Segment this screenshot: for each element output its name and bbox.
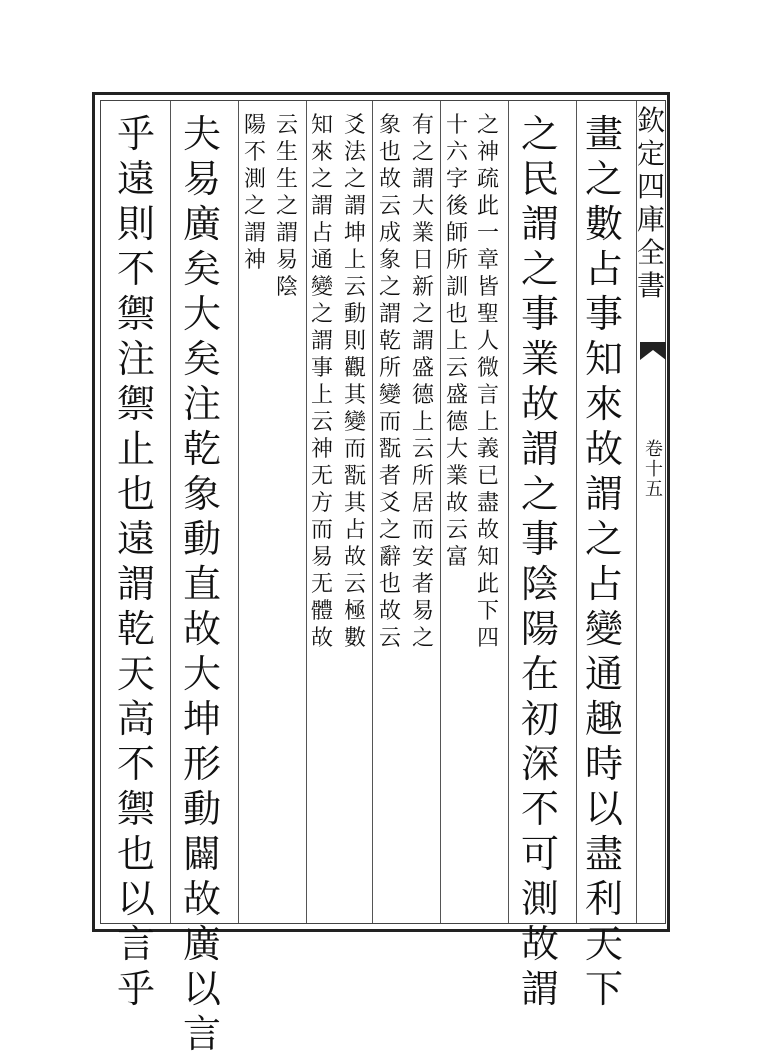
glyph: 形 — [182, 742, 221, 786]
glyph: 謂 — [343, 194, 366, 219]
glyph: 變 — [310, 275, 333, 300]
glyph: 故 — [378, 599, 401, 624]
glyph: 云 — [310, 410, 333, 435]
glyph: 翫 — [378, 437, 401, 462]
glyph: 之 — [310, 302, 333, 327]
glyph: 新 — [411, 275, 434, 300]
glyph: 翫 — [343, 464, 366, 489]
glyph: 占 — [310, 221, 333, 246]
glyph: 義 — [476, 437, 499, 462]
commentary-column — [473, 112, 503, 918]
glyph: 大 — [182, 652, 221, 696]
glyph: 廣 — [182, 202, 221, 246]
glyph: 云 — [378, 194, 401, 219]
glyph: 高 — [116, 697, 155, 741]
glyph: 注 — [116, 337, 155, 381]
glyph: 之 — [411, 140, 434, 165]
glyph: 而 — [343, 437, 366, 462]
glyph: 象 — [182, 472, 221, 516]
glyph: 極 — [343, 599, 366, 624]
glyph: 不 — [243, 140, 266, 165]
glyph: 事 — [520, 517, 559, 561]
glyph: 乾 — [116, 607, 155, 651]
glyph: 安 — [411, 545, 434, 570]
text-column — [582, 112, 626, 1011]
glyph: 无 — [310, 464, 333, 489]
glyph: 知 — [584, 337, 623, 381]
glyph: 業 — [445, 464, 468, 489]
glyph: 神 — [243, 248, 266, 273]
glyph: 皆 — [476, 275, 499, 300]
glyph: 其 — [343, 491, 366, 516]
glyph: 民 — [520, 157, 559, 201]
glyph: 下 — [476, 599, 499, 624]
glyph: 之 — [520, 247, 559, 291]
glyph: 動 — [182, 787, 221, 831]
glyph: 變 — [343, 410, 366, 435]
glyph: 之 — [378, 275, 401, 300]
glyph: 富 — [445, 545, 468, 570]
glyph: 所 — [445, 248, 468, 273]
glyph: 之 — [411, 626, 434, 651]
juan-number — [643, 440, 665, 500]
glyph: 趣 — [584, 697, 623, 741]
glyph: 故 — [476, 518, 499, 543]
glyph: 十 — [445, 113, 468, 138]
glyph: 一 — [476, 221, 499, 246]
glyph: 矣 — [182, 247, 221, 291]
glyph: 遠 — [116, 517, 155, 561]
glyph: 庫 — [636, 203, 665, 236]
glyph: 事 — [310, 356, 333, 381]
glyph: 畫 — [584, 112, 623, 156]
glyph: 變 — [378, 383, 401, 408]
glyph: 之 — [378, 518, 401, 543]
glyph: 之 — [520, 472, 559, 516]
glyph: 神 — [310, 437, 333, 462]
glyph: 遠 — [116, 157, 155, 201]
glyph: 以 — [584, 787, 623, 831]
glyph: 四 — [636, 170, 665, 203]
glyph: 利 — [584, 877, 623, 921]
glyph: 初 — [520, 697, 559, 741]
glyph: 乾 — [182, 427, 221, 471]
glyph: 日 — [411, 248, 434, 273]
glyph: 天 — [584, 922, 623, 966]
glyph: 則 — [116, 202, 155, 246]
glyph: 數 — [343, 626, 366, 651]
glyph: 數 — [584, 202, 623, 246]
glyph: 辭 — [378, 545, 401, 570]
glyph: 後 — [445, 194, 468, 219]
glyph: 上 — [343, 248, 366, 273]
glyph: 盡 — [476, 491, 499, 516]
glyph: 禦 — [116, 292, 155, 336]
glyph: 坤 — [182, 697, 221, 741]
glyph: 上 — [411, 410, 434, 435]
glyph: 而 — [411, 518, 434, 543]
glyph: 德 — [411, 383, 434, 408]
glyph: 无 — [310, 572, 333, 597]
glyph: 象 — [378, 113, 401, 138]
glyph: 矣 — [182, 337, 221, 381]
glyph: 知 — [310, 113, 333, 138]
glyph: 知 — [476, 545, 499, 570]
glyph: 盛 — [411, 356, 434, 381]
glyph: 闢 — [182, 832, 221, 876]
glyph: 欽 — [636, 104, 665, 137]
glyph: 之 — [520, 112, 559, 156]
glyph: 云 — [378, 626, 401, 651]
glyph: 所 — [378, 356, 401, 381]
glyph: 謂 — [520, 202, 559, 246]
glyph: 測 — [243, 167, 266, 192]
book-title — [636, 104, 666, 302]
glyph: 爻 — [378, 491, 401, 516]
glyph: 以 — [116, 877, 155, 921]
glyph: 陽 — [243, 113, 266, 138]
glyph: 德 — [445, 410, 468, 435]
glyph: 十 — [645, 459, 663, 480]
glyph: 禦 — [116, 787, 155, 831]
glyph: 訓 — [445, 275, 468, 300]
glyph: 云 — [343, 572, 366, 597]
glyph: 謂 — [411, 167, 434, 192]
glyph: 則 — [343, 329, 366, 354]
glyph: 通 — [310, 248, 333, 273]
glyph: 此 — [476, 572, 499, 597]
glyph: 變 — [584, 607, 623, 651]
glyph: 居 — [411, 491, 434, 516]
glyph: 之 — [343, 167, 366, 192]
glyph: 夫 — [182, 112, 221, 156]
glyph: 之 — [275, 194, 298, 219]
glyph: 深 — [520, 742, 559, 786]
glyph: 成 — [378, 221, 401, 246]
glyph: 云 — [445, 356, 468, 381]
glyph: 之 — [243, 194, 266, 219]
glyph: 觀 — [343, 356, 366, 381]
glyph: 易 — [182, 157, 221, 201]
column-rule — [170, 101, 171, 923]
glyph: 也 — [378, 572, 401, 597]
glyph: 事 — [584, 292, 623, 336]
glyph: 言 — [182, 1012, 221, 1056]
glyph: 言 — [116, 922, 155, 966]
glyph: 云 — [275, 113, 298, 138]
glyph: 故 — [182, 877, 221, 921]
glyph: 爻 — [343, 113, 366, 138]
glyph: 神 — [476, 140, 499, 165]
glyph: 禦 — [116, 382, 155, 426]
glyph: 直 — [182, 562, 221, 606]
glyph: 此 — [476, 194, 499, 219]
glyph: 盡 — [584, 832, 623, 876]
glyph: 來 — [310, 140, 333, 165]
glyph: 占 — [584, 247, 623, 291]
glyph: 謂 — [584, 472, 623, 516]
glyph: 謂 — [243, 221, 266, 246]
column-rule — [576, 101, 577, 923]
glyph: 止 — [116, 427, 155, 471]
glyph: 不 — [116, 247, 155, 291]
glyph: 占 — [343, 518, 366, 543]
glyph: 大 — [411, 194, 434, 219]
glyph: 占 — [584, 562, 623, 606]
glyph: 之 — [310, 167, 333, 192]
commentary-column — [408, 112, 438, 918]
glyph: 廣 — [182, 922, 221, 966]
glyph: 注 — [182, 382, 221, 426]
glyph: 上 — [476, 410, 499, 435]
glyph: 法 — [343, 140, 366, 165]
glyph: 測 — [520, 877, 559, 921]
glyph: 云 — [445, 518, 468, 543]
glyph: 象 — [378, 248, 401, 273]
glyph: 陰 — [520, 562, 559, 606]
fishtail-mark-icon — [640, 342, 666, 368]
glyph: 業 — [520, 337, 559, 381]
glyph: 也 — [445, 302, 468, 327]
commentary-column — [272, 112, 302, 918]
glyph: 者 — [378, 464, 401, 489]
glyph: 全 — [636, 236, 665, 269]
glyph: 通 — [584, 652, 623, 696]
glyph: 定 — [636, 137, 665, 170]
glyph: 云 — [411, 437, 434, 462]
glyph: 陰 — [275, 275, 298, 300]
glyph: 故 — [584, 427, 623, 471]
glyph: 者 — [411, 572, 434, 597]
glyph: 謂 — [411, 329, 434, 354]
text-column — [114, 112, 158, 1011]
glyph: 故 — [378, 167, 401, 192]
column-rule — [440, 101, 441, 923]
glyph: 上 — [310, 383, 333, 408]
column-rule — [372, 101, 373, 923]
glyph: 而 — [378, 410, 401, 435]
glyph: 六 — [445, 140, 468, 165]
glyph: 謂 — [520, 967, 559, 1011]
glyph: 生 — [275, 140, 298, 165]
glyph: 謂 — [310, 329, 333, 354]
glyph: 易 — [411, 599, 434, 624]
glyph: 謂 — [275, 221, 298, 246]
glyph: 坤 — [343, 221, 366, 246]
glyph: 故 — [182, 607, 221, 651]
glyph: 乎 — [116, 967, 155, 1011]
commentary-column — [340, 112, 370, 918]
glyph: 而 — [310, 518, 333, 543]
glyph: 師 — [445, 221, 468, 246]
glyph: 故 — [343, 545, 366, 570]
commentary-column — [307, 112, 337, 918]
column-rule — [238, 101, 239, 923]
glyph: 所 — [411, 464, 434, 489]
glyph: 疏 — [476, 167, 499, 192]
text-column — [518, 112, 562, 1011]
glyph: 微 — [476, 356, 499, 381]
glyph: 方 — [310, 491, 333, 516]
glyph: 有 — [411, 113, 434, 138]
glyph: 之 — [476, 113, 499, 138]
glyph: 不 — [520, 787, 559, 831]
commentary-column — [375, 112, 405, 918]
glyph: 陽 — [520, 607, 559, 651]
glyph: 動 — [182, 517, 221, 561]
glyph: 也 — [378, 140, 401, 165]
glyph: 業 — [411, 221, 434, 246]
glyph: 之 — [584, 157, 623, 201]
glyph: 以 — [182, 967, 221, 1011]
glyph: 可 — [520, 832, 559, 876]
glyph: 謂 — [116, 562, 155, 606]
glyph: 已 — [476, 464, 499, 489]
glyph: 四 — [476, 626, 499, 651]
glyph: 易 — [310, 545, 333, 570]
glyph: 上 — [445, 329, 468, 354]
glyph: 故 — [445, 491, 468, 516]
glyph: 謂 — [378, 302, 401, 327]
glyph: 故 — [310, 626, 333, 651]
glyph: 聖 — [476, 302, 499, 327]
glyph: 之 — [411, 302, 434, 327]
glyph: 章 — [476, 248, 499, 273]
glyph: 也 — [116, 832, 155, 876]
commentary-column — [442, 112, 472, 918]
glyph: 言 — [476, 383, 499, 408]
glyph: 之 — [584, 517, 623, 561]
commentary-column — [240, 112, 270, 918]
glyph: 人 — [476, 329, 499, 354]
glyph: 其 — [343, 383, 366, 408]
glyph: 事 — [520, 292, 559, 336]
column-rule — [508, 101, 509, 923]
glyph: 天 — [116, 652, 155, 696]
glyph: 字 — [445, 167, 468, 192]
glyph: 乎 — [116, 112, 155, 156]
glyph: 故 — [520, 382, 559, 426]
text-column — [180, 112, 224, 1056]
glyph: 也 — [116, 472, 155, 516]
glyph: 故 — [520, 922, 559, 966]
glyph: 五 — [645, 479, 663, 500]
glyph: 動 — [343, 302, 366, 327]
glyph: 乾 — [378, 329, 401, 354]
glyph: 在 — [520, 652, 559, 696]
glyph: 生 — [275, 167, 298, 192]
glyph: 體 — [310, 599, 333, 624]
glyph: 謂 — [310, 194, 333, 219]
glyph: 云 — [343, 275, 366, 300]
glyph: 盛 — [445, 383, 468, 408]
glyph: 易 — [275, 248, 298, 273]
glyph: 大 — [182, 292, 221, 336]
glyph: 卷 — [645, 439, 663, 460]
glyph: 大 — [445, 437, 468, 462]
glyph: 書 — [636, 269, 665, 302]
glyph: 下 — [584, 967, 623, 1011]
glyph: 時 — [584, 742, 623, 786]
glyph: 不 — [116, 742, 155, 786]
glyph: 來 — [584, 382, 623, 426]
glyph: 謂 — [520, 427, 559, 471]
